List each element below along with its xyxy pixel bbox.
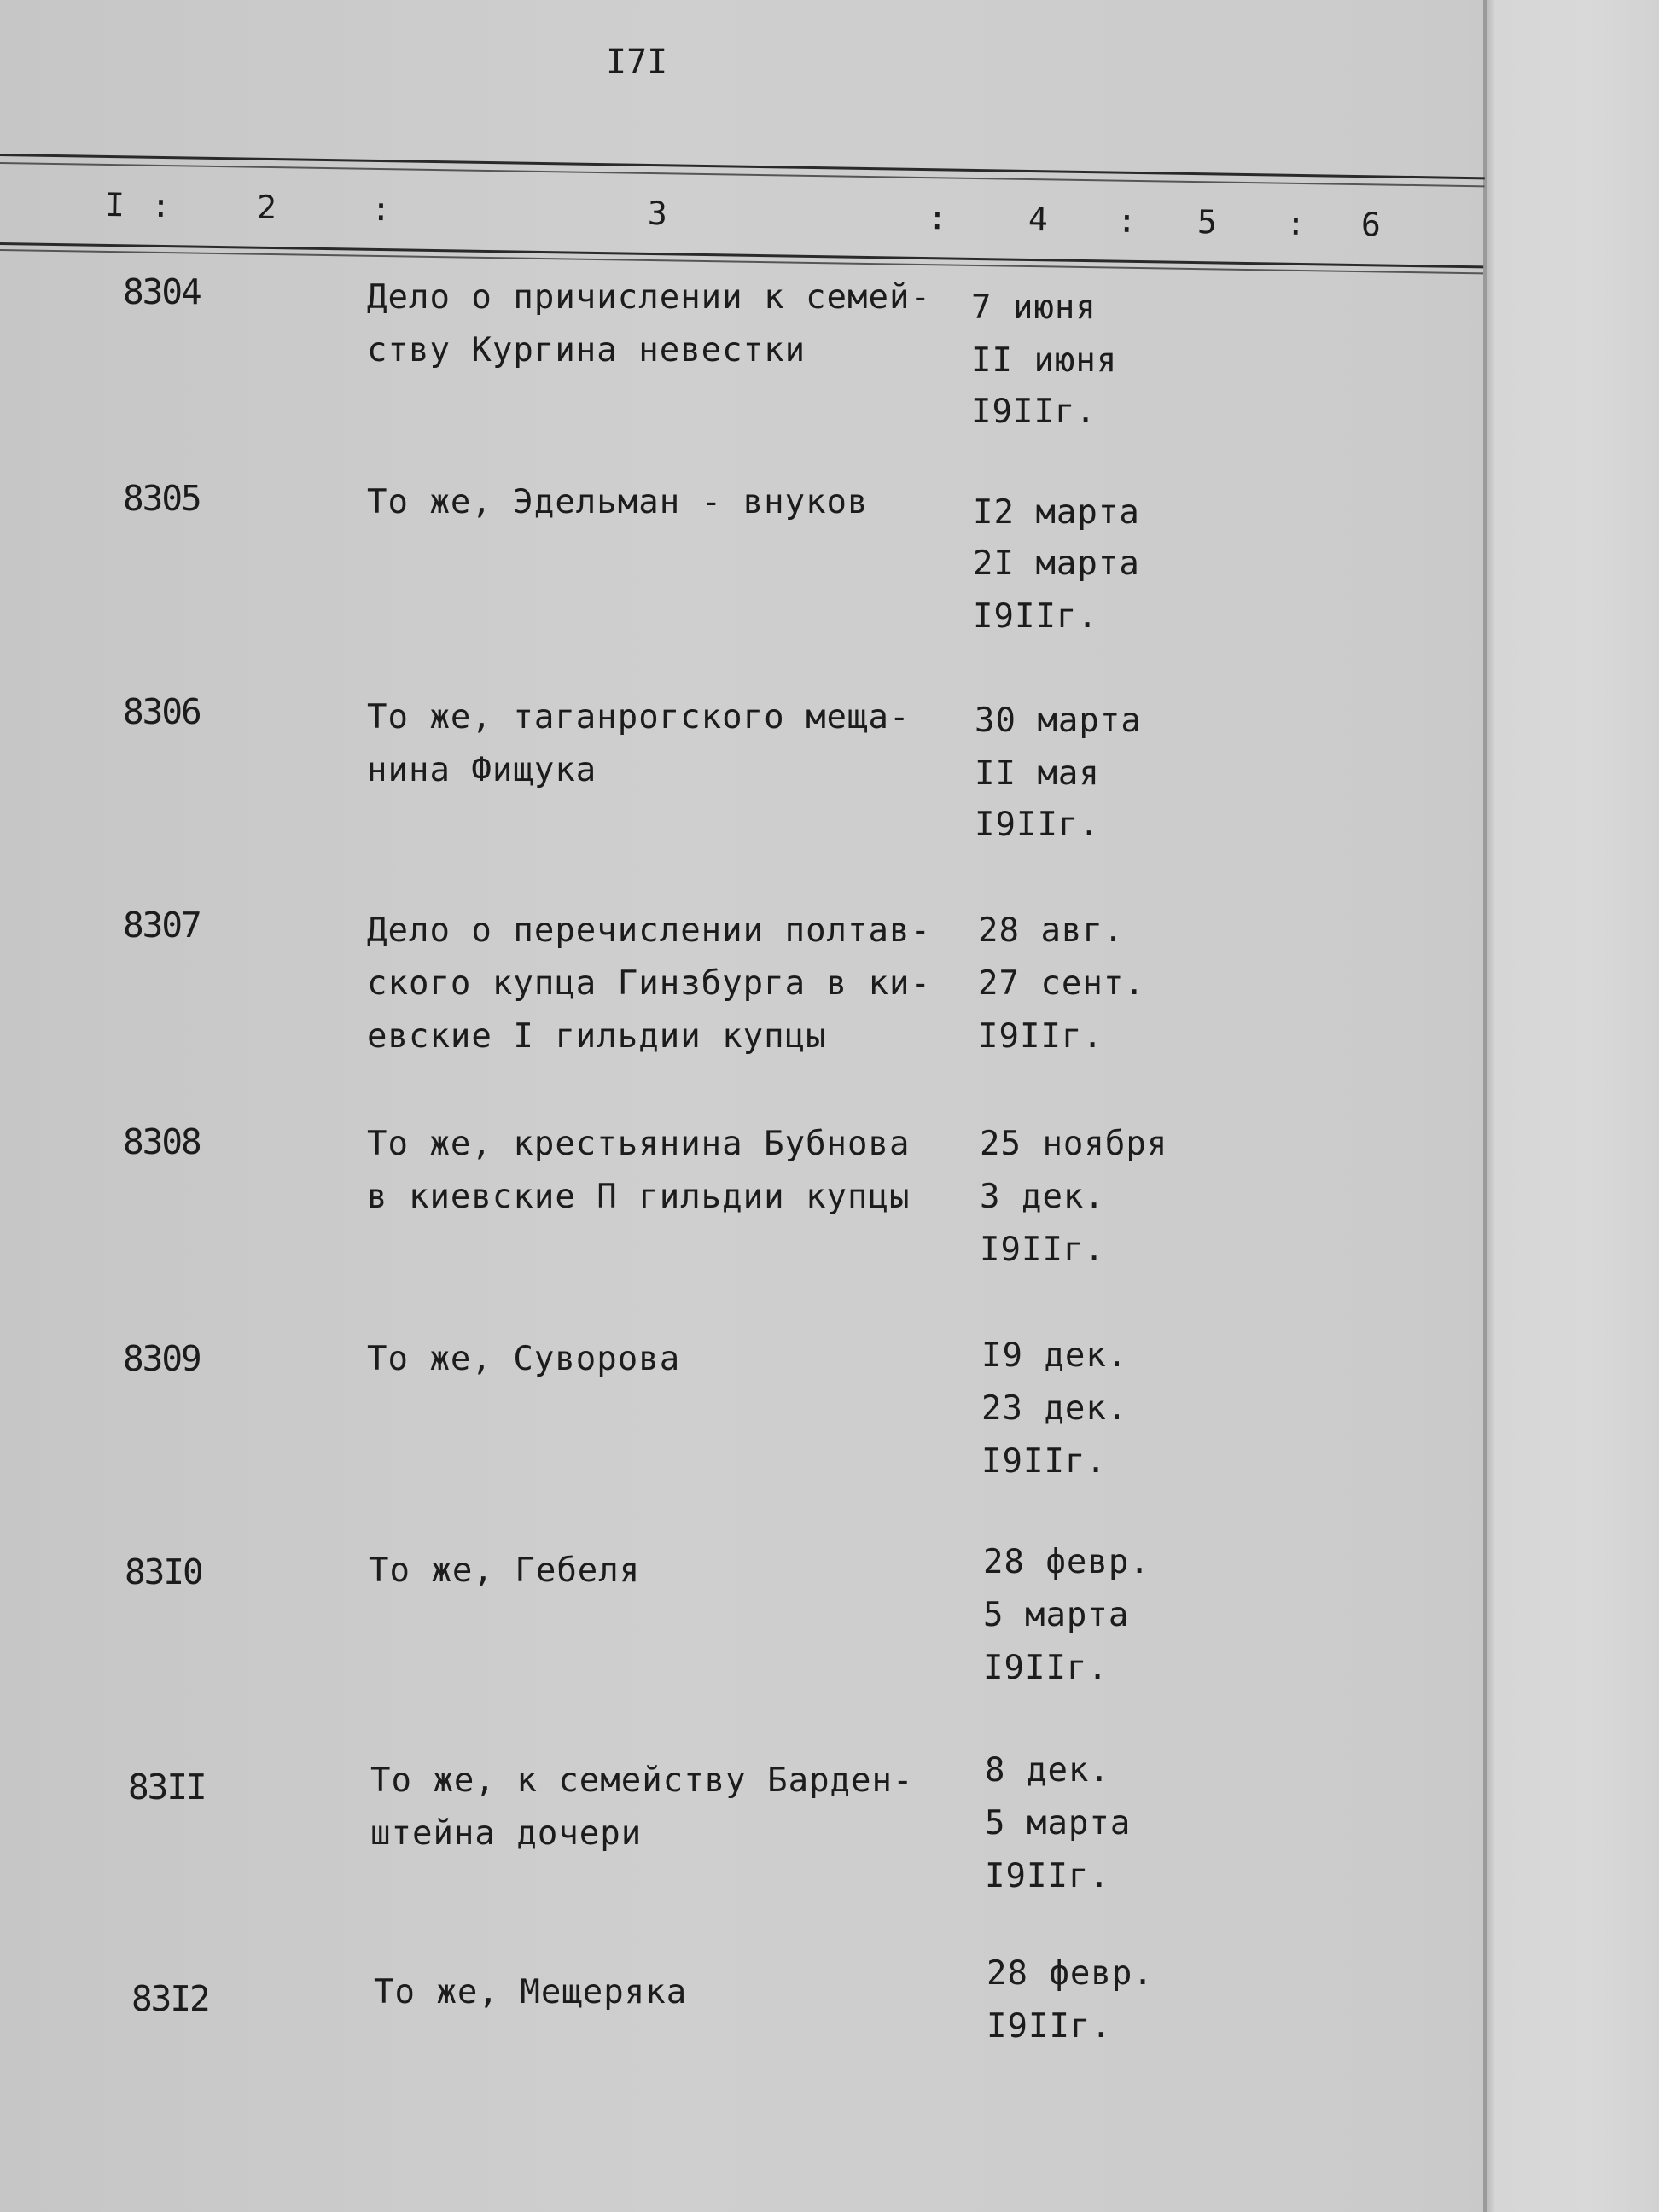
column-separator: :	[1116, 201, 1138, 240]
column-separator: :	[1285, 204, 1307, 243]
record-description-line: ского купца Гинзбурга в ки-	[367, 964, 931, 1003]
record-date-year: I9IIг.	[985, 1857, 1110, 1895]
record-date-end: 3 дек.	[980, 1178, 1105, 1216]
record-number: 83I0	[125, 1551, 202, 1592]
record-date-end: II мая	[975, 754, 1100, 793]
record-description-line: То же, к семейству Барден-	[370, 1761, 914, 1800]
record-date-start: 30 марта	[975, 701, 1142, 740]
record-date-start: 28 авг.	[978, 911, 1125, 950]
record-date-year: I9IIг.	[971, 393, 1097, 431]
record-description-line: Дело о причислении к семей-	[367, 278, 931, 317]
column-header-2: 2	[256, 188, 277, 227]
record-number: 83I2	[131, 1978, 209, 2019]
column-header-1: I	[104, 185, 125, 224]
record-number: 8306	[123, 691, 201, 732]
record-date-end: 5 марта	[983, 1596, 1130, 1634]
record-number: 8305	[123, 478, 201, 519]
page-fold-line	[1483, 0, 1487, 2212]
record-description-line: евские I гильдии купцы	[367, 1017, 827, 1056]
record-number: 8304	[123, 271, 201, 312]
record-date-start: I2 марта	[973, 493, 1140, 532]
record-date-start: 8 дек.	[985, 1751, 1110, 1790]
record-description-line: То же, крестьянина Бубнова	[367, 1125, 911, 1163]
page-edge-shadow	[1485, 0, 1659, 2212]
record-description-line: нина Фищука	[367, 751, 597, 789]
record-date-year: I9IIг.	[980, 1231, 1105, 1269]
record-number: 83II	[128, 1767, 206, 1807]
record-date-start: 25 ноября	[980, 1125, 1168, 1163]
page-number: I7I	[606, 43, 668, 82]
column-separator: :	[927, 199, 948, 237]
column-separator: :	[150, 186, 172, 225]
record-date-year: I9IIг.	[987, 2007, 1112, 2046]
record-date-year: I9IIг.	[978, 1017, 1103, 1056]
record-date-end: 2I марта	[973, 544, 1140, 583]
record-date-end: 5 марта	[985, 1804, 1132, 1842]
record-description-line: То же, Гебеля	[369, 1551, 641, 1590]
record-description-line: в киевские П гильдии купцы	[367, 1178, 911, 1216]
record-description-line: Дело о перечислении полтав-	[367, 911, 931, 950]
record-date-start: 7 июня	[971, 288, 1097, 327]
record-description-line: То же, Суворова	[367, 1340, 681, 1378]
record-description-line: То же, таганрогского меща-	[367, 698, 911, 736]
record-date-year: I9IIг.	[983, 1649, 1109, 1687]
record-date-start: 28 февр.	[987, 1954, 1154, 1993]
record-date-end: II июня	[971, 341, 1118, 380]
record-description-line: ству Кургина невестки	[367, 331, 806, 370]
column-header-6: 6	[1360, 206, 1382, 244]
record-description-line: То же, Эдельман - внуков	[367, 483, 869, 521]
column-header-band	[0, 154, 1485, 277]
record-number: 8309	[123, 1338, 201, 1379]
header-rule-bottom	[0, 242, 1483, 268]
record-date-end: 23 дек.	[981, 1389, 1128, 1428]
record-date-end: 27 сент.	[978, 964, 1145, 1003]
record-date-start: 28 февр.	[983, 1543, 1150, 1581]
column-header-5: 5	[1196, 203, 1218, 242]
record-date-start: I9 дек.	[981, 1336, 1128, 1375]
record-date-year: I9IIг.	[981, 1442, 1107, 1481]
column-separator: :	[370, 189, 392, 229]
record-description-line: штейна дочери	[370, 1814, 643, 1853]
record-number: 8307	[123, 905, 201, 946]
record-number: 8308	[123, 1121, 201, 1162]
record-description-line: То же, Мещеряка	[374, 1973, 688, 2011]
record-date-year: I9IIг.	[973, 597, 1098, 636]
column-header-3: 3	[647, 194, 668, 233]
column-header-4: 4	[1027, 200, 1049, 239]
record-date-year: I9IIг.	[975, 806, 1100, 844]
